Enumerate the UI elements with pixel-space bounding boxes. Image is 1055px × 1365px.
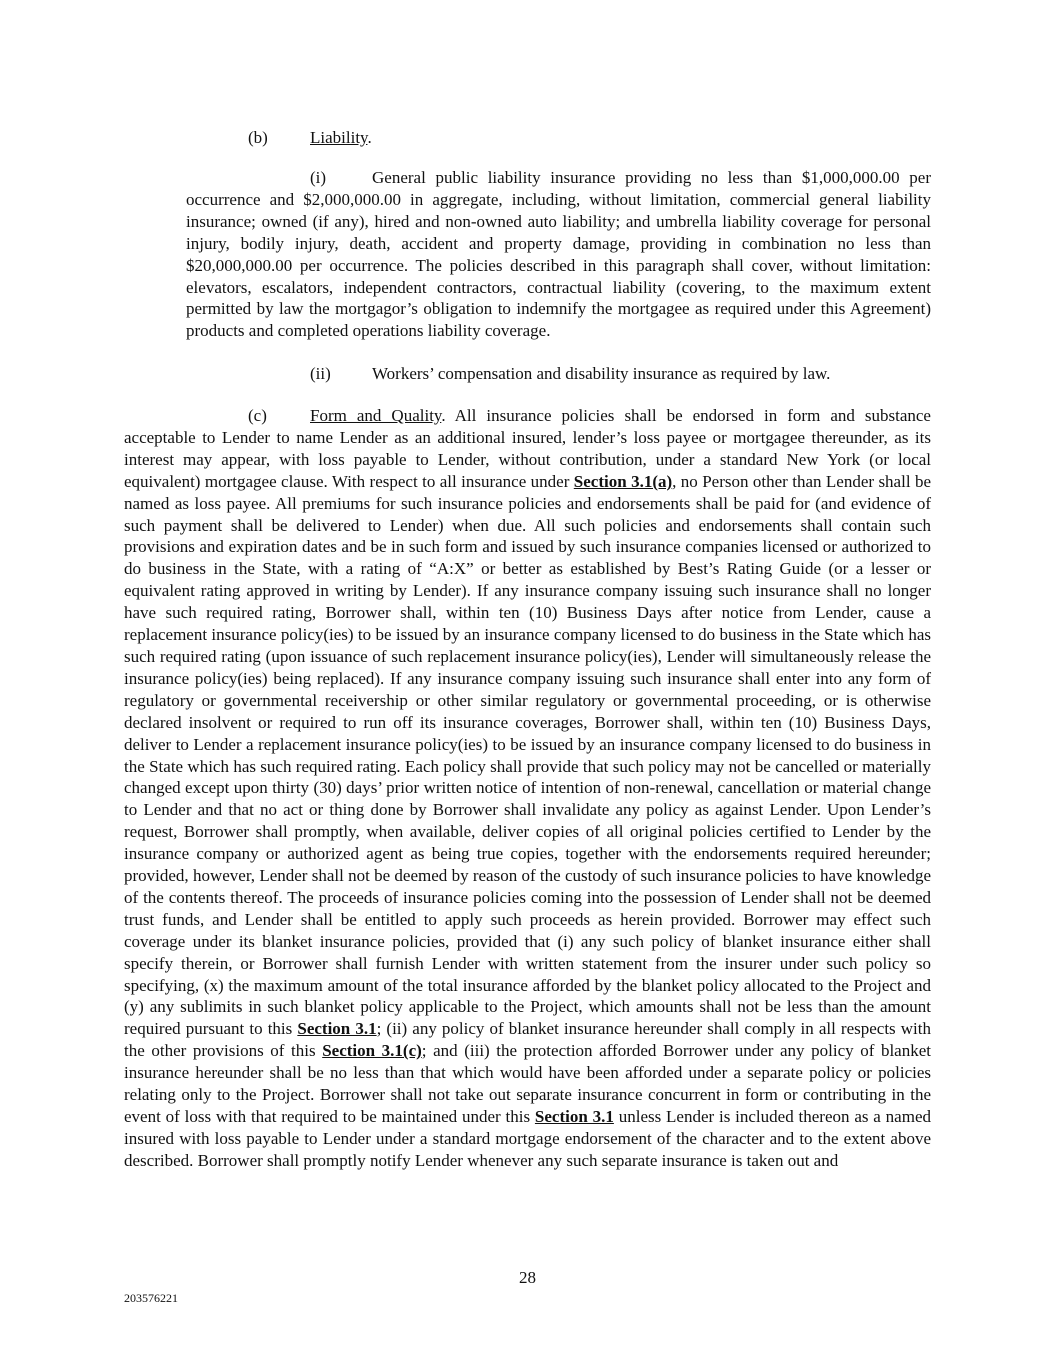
section-c-paragraph [124,405,931,1172]
section-c-text-5: unless Lender is included thereon as a named insured with loss payable to Lender under a standard mortgage endorsement of the character and to the extent above described. Borrower shall promptly notify Lender whenever any such separate insurance is taken out and [124,1107,931,1170]
section-ref-3-1-second: Section 3.1 [534,1107,614,1126]
section-b-title: Liability [310,128,368,147]
item-ii-text: Workers’ compensation and disability insurance as required by law. [372,364,831,383]
section-b-item-i [186,167,931,342]
section-b-item-ii [310,363,830,385]
page-number: 28 [519,1268,536,1287]
item-ii-label: (ii) [310,364,331,383]
section-c-label: (c) [248,406,267,425]
section-ref-3-1-c: Section 3.1(c) [322,1041,422,1061]
item-i-label: (i) [310,168,327,187]
section-c-text-4: ; and (iii) the protection afforded Borrower under any policy of blanket insurance hereunder shall be no less than that which would have been afforded under a separate policy or policies relating only to the Project. Borrower shall not take out separate insurance concurrent in form or contributing in the event of loss with that required to be maintained under this [124,1041,931,1126]
section-c-text-3: ; (ii) any policy of blanket insurance hereunder shall comply in all respects with the other provisions of this [124,1019,931,1061]
section-c-title: Form and Quality [310,406,442,425]
section-b-title-period: . [367,128,372,147]
section-c-text-2: , no Person other than Lender shall be named as loss payee. All premiums for such insurance policies and endorsements shall be paid for (and evidence of such payment shall be delivered to Lender) when due. All such policies and endorsements shall contain such provisions and expiration dates and be in such form and issued by such insurance companies licensed or authorized to do business in the State, with a rating of “A:X” or better as established by Best’s Rating Guide (or a lesser or equivalent rating approved in writing by Lender). If any insurance company issuing such insurance shall no longer have such required rating, Borrower shall, within ten (10) Business Days after notice from Lender, cause a replacement insurance policy(ies) to be issued by an insurance company licensed to do business in the State which has such required rating (upon issuance of such replacement insurance policy(ies), Lender will simultaneously release the insurance policy(ies) being replaced). If any insurance company issuing such insurance shall enter into any form of regulatory or governmental receivership or other similar regulatory or governmental proceeding, or is otherwise declared insolvent or required to run off its insurance coverages, Borrower shall, within ten (10) Business Days, deliver to Lender a replacement insurance policy(ies) to be issued by an insurance company licensed to do business in the State which has such required rating. Each policy shall provide that such policy may not be cancelled or materially changed except upon thirty (30) days’ prior written notice of intention of non-renewal, cancellation or material change to Lender and that no act or thing done by Borrower shall invalidate any policy as against Lender. Upon Lender’s request, Borrower shall promptly, when available, deliver copies of all original policies certified to Lender by the insurance company or authorized agent as being true copies, together with the endorsements required hereunder; provided, however, Lender shall not be deemed by reason of the custody of such insurance policies to have knowledge of the contents thereof. The proceeds of insurance policies coming into the possession of Lender shall not be deemed trust funds, and Lender shall be entitled to apply such proceeds as herein provided. Borrower may effect such coverage under its blanket insurance policies, provided that (i) any such policy of blanket insurance either shall specify therein, or Borrower shall furnish Lender with written statement from the insurer under such policy so specifying, (x) the maximum amount of the total insurance afforded by the blanket policy allocated to the Project and (y) any sublimits in such blanket policy applicable to the Project, which amounts shall not be less than the amount required pursuant to this [124,471,932,1039]
section-b-heading [248,127,372,149]
section-c-text-1: . All insurance policies shall be endorsed in form and substance acceptable to Lender to name Lender as an additional insured, lender’s loss payee or mortgagee thereunder, as its interest may appear, with loss payable to Lender, without contribution, under a standard New York (or local equivalent) mortgagee clause. With respect to all insurance under [124,406,931,491]
item-i-text: General public liability insurance providing no less than $1,000,000.00 per occurrence and $2,000,000.00 in aggregate, including, without limitation, commercial general liability insurance; owned (if any), hired and non-owned auto liability; and umbrella liability coverage for personal injury, bodily injury, death, accident and property damage, providing in combination no less than $20,000,000.00 per occurrence. The policies described in this paragraph shall cover, without limitation: elevators, escalators, independent contractors, contractual liability (covering, to the maximum extent permitted by law the mortgagor’s obligation to indemnify the mortgagee as required under this Agreement) products and completed operations liability coverage. [186,168,931,341]
section-b-label: (b) [248,128,268,147]
section-ref-3-1-a: Section 3.1(a) [573,471,673,491]
section-ref-3-1: Section 3.1 [297,1019,377,1039]
document-id: 203576221 [124,1291,178,1305]
